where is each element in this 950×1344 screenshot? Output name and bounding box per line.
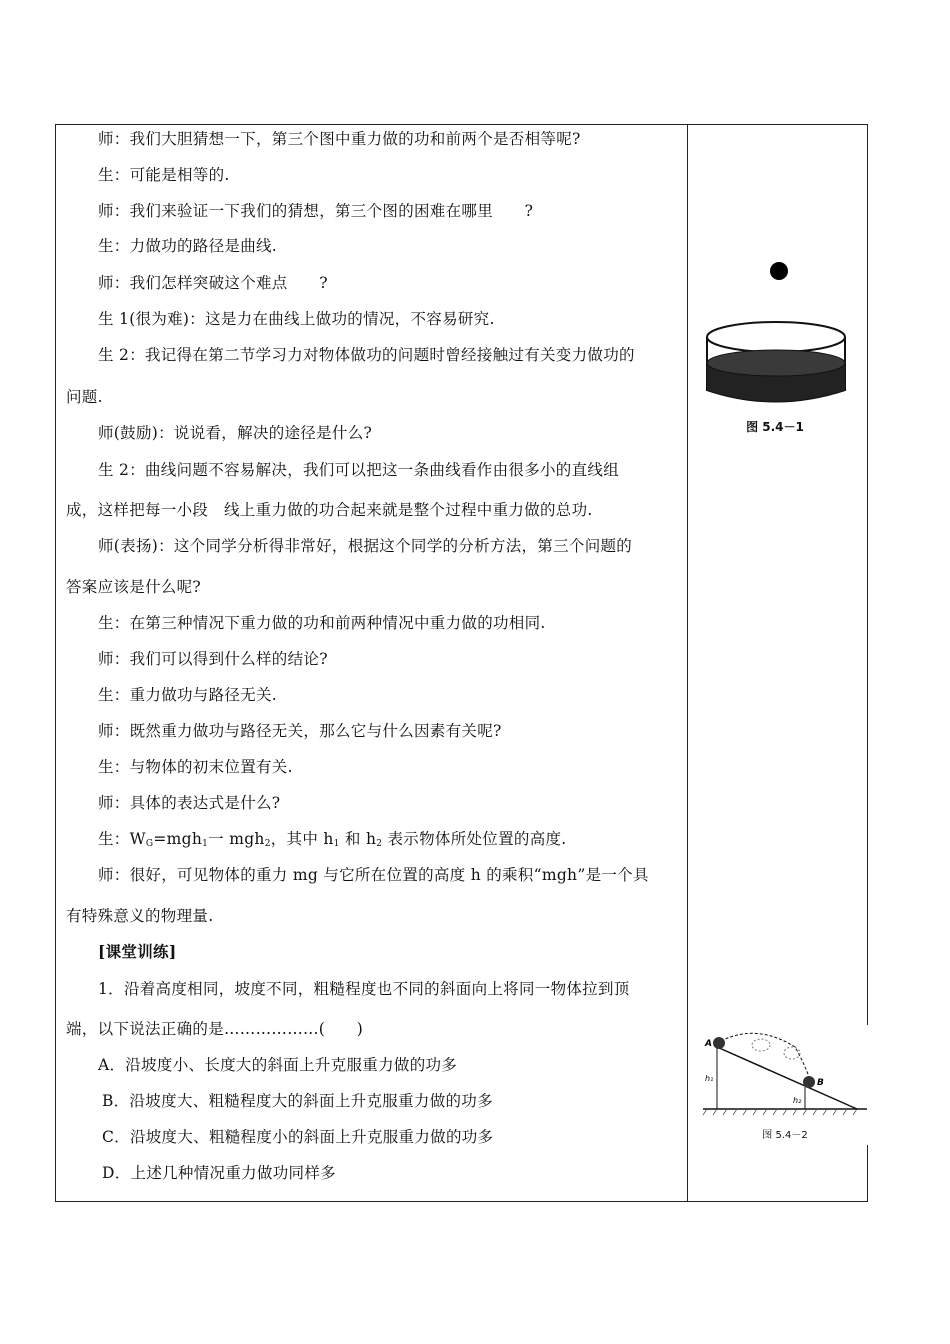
question-stem: 1．沿着高度相同，坡度不同，粗糙程度也不同的斜面向上将同一物体拉到顶: [98, 980, 630, 998]
label-a: A: [705, 1039, 712, 1049]
formula-subscript: 1: [333, 839, 340, 849]
formula-text: 一 mgh: [208, 830, 265, 848]
formula-text: 生：W: [98, 830, 146, 848]
conclusion-line: 有特殊意义的物理量.: [66, 907, 214, 925]
label-h1: h₁: [705, 1074, 714, 1083]
question-stem: 端，以下说法正确的是………………( ): [66, 1020, 364, 1038]
option-a: A．沿坡度小、长度大的斜面上升克服重力做的功多: [98, 1056, 458, 1074]
dialogue-line: 师：我们可以得到什么样的结论?: [98, 650, 328, 668]
dialogue-line: 师：既然重力做功与路径无关，那么它与什么因素有关呢?: [98, 722, 502, 740]
conclusion-line: 师：很好，可见物体的重力 mg 与它所在位置的高度 h 的乘积“mgh”是一个具: [98, 866, 649, 884]
dialogue-line: 生 2：我记得在第二节学习力对物体做功的问题时曾经接触过有关变力做功的: [98, 346, 635, 364]
dialogue-line: 师(鼓励)：说说看，解决的途径是什么?: [98, 424, 373, 442]
formula-line: [98, 827, 567, 849]
figure-caption: 图 5.4－2: [762, 1130, 808, 1141]
dialogue-line: 成，这样把每一小段 线上重力做的功合起来就是整个过程中重力做的总功.: [66, 501, 593, 519]
option-b: B．沿坡度大、粗糙程度大的斜面上升克服重力做的功多: [102, 1092, 493, 1110]
dialogue-line: 生：力做功的路径是曲线.: [98, 237, 278, 255]
formula-text: 表示物体所处位置的高度.: [382, 830, 567, 848]
section-heading: [课堂训练]: [98, 942, 177, 961]
formula-subscript: 1: [202, 839, 209, 849]
dialogue-line: 问题.: [66, 388, 103, 406]
ball-a-icon: [713, 1037, 725, 1049]
formula-text: ，其中 h: [270, 830, 334, 848]
figure-caption: 图 5.4－1: [746, 420, 804, 434]
label-b: B: [817, 1078, 824, 1088]
formula-subscript: 2: [264, 839, 271, 849]
dialogue-line: 生：重力做功与路径无关.: [98, 686, 278, 704]
dialogue-line: 师：我们大胆猜想一下，第三个图中重力做的功和前两个是否相等呢?: [98, 130, 581, 148]
dialogue-line: 生 1(很为难)：这是力在曲线上做功的情况，不容易研究.: [98, 310, 495, 328]
dialogue-line: 师：具体的表达式是什么?: [98, 794, 281, 812]
dialogue-line: 答案应该是什么呢?: [66, 578, 202, 596]
formula-text: 和 h: [339, 830, 377, 848]
option-d: D．上述几种情况重力做功同样多: [102, 1164, 336, 1182]
formula-subscript: G: [145, 839, 154, 849]
dialogue-line: 师：我们怎样突破这个难点 ?: [98, 274, 328, 292]
label-h2: h₂: [793, 1096, 802, 1105]
formula-subscript: 2: [376, 839, 383, 849]
dialogue-line: 师(表扬)：这个同学分析得非常好，根据这个同学的分析方法，第三个问题的: [98, 537, 633, 555]
dialogue-line: 生：在第三种情况下重力做的功和前两种情况中重力做的功相同.: [98, 614, 546, 632]
dialogue-line: 师：我们来验证一下我们的猜想，第三个图的困难在哪里 ?: [98, 202, 534, 220]
dialogue-line: 生：与物体的初末位置有关.: [98, 758, 293, 776]
dialogue-line: 生 2：曲线问题不容易解决，我们可以把这一条曲线看作由很多小的直线组: [98, 461, 619, 479]
figure-5-4-2: [697, 1025, 869, 1145]
column-divider: [687, 124, 688, 1202]
dialogue-line: 生：可能是相等的.: [98, 166, 230, 184]
figure-5-4-1: [697, 255, 852, 440]
ball-icon: [770, 262, 788, 280]
ball-b-icon: [803, 1076, 815, 1088]
option-c: C．沿坡度大、粗糙程度小的斜面上升克服重力做的功多: [102, 1128, 494, 1146]
formula-text: =mgh: [153, 830, 203, 848]
